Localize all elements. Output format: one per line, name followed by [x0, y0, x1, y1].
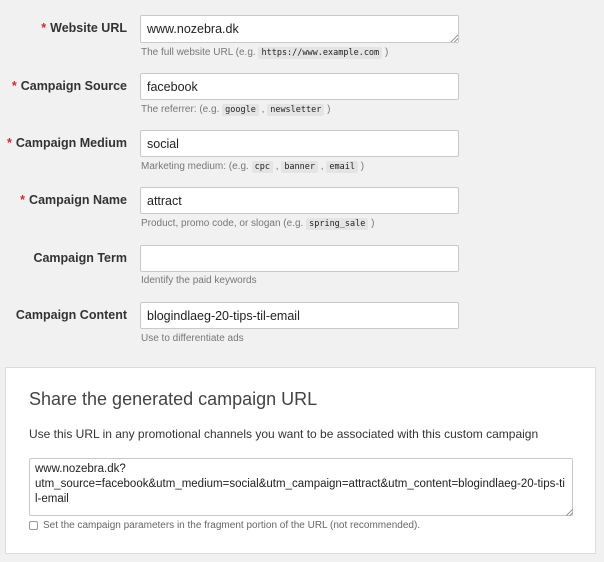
fragment-checkbox[interactable]: [29, 521, 38, 530]
fragment-checkbox-label: Set the campaign parameters in the fragment portion of the URL (not recommended).: [43, 520, 421, 531]
campaign-source-label: * Campaign Source: [11, 79, 127, 93]
share-title: Share the generated campaign URL: [29, 389, 318, 409]
resize-grip-icon[interactable]: [566, 509, 573, 516]
campaign-name-label: * Campaign Name: [20, 193, 127, 207]
campaign-source-input[interactable]: [140, 73, 459, 100]
campaign-content-help: Use to differentiate ads: [141, 333, 244, 344]
campaign-term-input[interactable]: [140, 245, 459, 272]
resize-grip-icon[interactable]: [451, 35, 458, 42]
website-url-input[interactable]: [140, 15, 459, 43]
campaign-content-label: Campaign Content: [15, 308, 127, 322]
campaign-term-help: Identify the paid keywords: [141, 275, 257, 286]
required-marker: *: [41, 21, 47, 35]
campaign-name-help: Product, promo code, or slogan (e.g. spring_sale ): [141, 218, 375, 229]
campaign-medium-help: Marketing medium: (e.g. cpc , banner , email ): [141, 161, 365, 172]
fragment-option[interactable]: [29, 520, 420, 531]
website-url-label: * Website URL: [41, 21, 127, 35]
campaign-name-input[interactable]: [140, 187, 459, 214]
campaign-term-label: Campaign Term: [33, 251, 127, 265]
share-description: Use this URL in any promotional channels you want to be associated with this custom campaign: [29, 427, 539, 441]
share-panel: [5, 367, 596, 554]
campaign-medium-input[interactable]: [140, 130, 459, 157]
generated-url-textarea[interactable]: www.nozebra.dk? utm_source=facebook&utm_medium=social&utm_campaign=attract&utm_content=blogindlaeg-20-tips-til-email: [29, 458, 573, 516]
website-url-help: The full website URL (e.g. https://www.example.com ): [141, 47, 389, 58]
campaign-content-input[interactable]: [140, 302, 459, 329]
campaign-source-help: The referrer: (e.g. google , newsletter ): [141, 104, 331, 115]
campaign-medium-label: * Campaign Medium: [7, 136, 127, 150]
